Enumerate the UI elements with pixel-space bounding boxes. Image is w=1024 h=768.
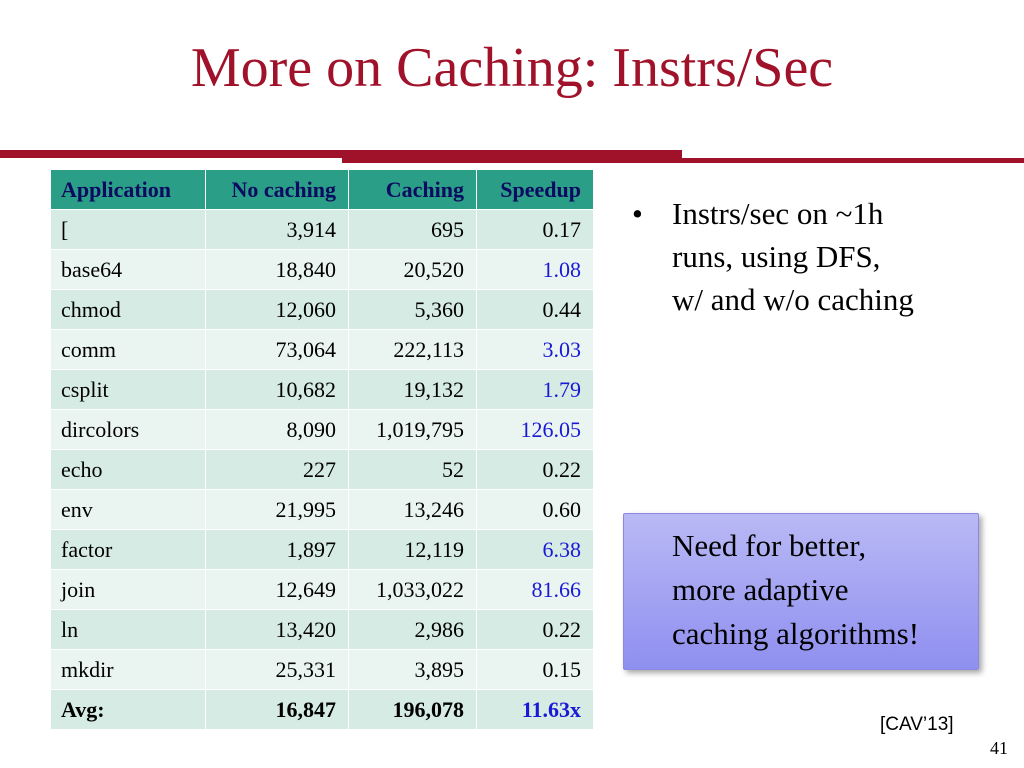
cell-speedup: 0.15 — [477, 650, 594, 690]
table-row — [51, 650, 594, 690]
callout-line: caching algorithms! — [672, 616, 920, 651]
cell-no-caching: 12,060 — [206, 290, 349, 330]
cell-no-caching: 25,331 — [206, 650, 349, 690]
table-row — [51, 250, 594, 290]
callout-line: Need for better, — [672, 528, 867, 563]
cell-application: env — [51, 490, 206, 530]
slide-title: More on Caching: Instrs/Sec — [190, 37, 834, 99]
cell-caching: 2,986 — [349, 610, 477, 650]
cell-caching: 12,119 — [349, 530, 477, 570]
bullet-line: runs, using DFS, — [672, 239, 881, 274]
table-row — [51, 570, 594, 610]
cell-application: [ — [51, 210, 206, 250]
title-divider-thick — [0, 150, 682, 158]
bullet-line: Instrs/sec on ~1h — [672, 196, 884, 231]
cell-speedup: 81.66 — [477, 570, 594, 610]
table-row — [51, 530, 594, 570]
cell-no-caching: 18,840 — [206, 250, 349, 290]
title-divider-thin — [342, 158, 1024, 163]
cell-no-caching: 12,649 — [206, 570, 349, 610]
header-speedup: Speedup — [477, 170, 594, 210]
cell-application: join — [51, 570, 206, 610]
table-row — [51, 450, 594, 490]
cell-caching: 13,246 — [349, 490, 477, 530]
table-header-row — [51, 170, 594, 210]
cell-application: mkdir — [51, 650, 206, 690]
bullet-dot-icon: • — [632, 196, 643, 231]
table-row — [51, 290, 594, 330]
cell-speedup: 11.63x — [477, 690, 594, 730]
cell-speedup: 6.38 — [477, 530, 594, 570]
table-row — [51, 490, 594, 530]
cell-application: dircolors — [51, 410, 206, 450]
cell-speedup: 0.44 — [477, 290, 594, 330]
cell-application: comm — [51, 330, 206, 370]
cell-no-caching: 1,897 — [206, 530, 349, 570]
callout-line: more adaptive — [672, 572, 849, 607]
callout-box — [623, 513, 979, 670]
cell-no-caching: 8,090 — [206, 410, 349, 450]
cell-application: chmod — [51, 290, 206, 330]
cell-speedup: 3.03 — [477, 330, 594, 370]
cell-speedup: 126.05 — [477, 410, 594, 450]
cell-caching: 19,132 — [349, 370, 477, 410]
cell-caching: 196,078 — [349, 690, 477, 730]
citation: [CAV’13] — [880, 714, 954, 735]
bullet-line: w/ and w/o caching — [672, 282, 914, 317]
cell-no-caching: 16,847 — [206, 690, 349, 730]
instrs-per-sec-table — [50, 169, 594, 730]
cell-caching: 222,113 — [349, 330, 477, 370]
cell-application: csplit — [51, 370, 206, 410]
table-row — [51, 410, 594, 450]
cell-speedup: 1.79 — [477, 370, 594, 410]
table-row — [51, 610, 594, 650]
cell-application: base64 — [51, 250, 206, 290]
cell-application: Avg: — [51, 690, 206, 730]
cell-caching: 20,520 — [349, 250, 477, 290]
bullet-item — [632, 192, 1002, 321]
cell-speedup: 0.22 — [477, 450, 594, 490]
cell-application: echo — [51, 450, 206, 490]
cell-no-caching: 21,995 — [206, 490, 349, 530]
cell-caching: 5,360 — [349, 290, 477, 330]
cell-speedup: 0.22 — [477, 610, 594, 650]
header-no-caching: No caching — [206, 170, 349, 210]
cell-caching: 52 — [349, 450, 477, 490]
bullet-list — [632, 192, 1002, 321]
table-row — [51, 370, 594, 410]
table-row — [51, 330, 594, 370]
table-avg-row — [51, 690, 594, 730]
cell-no-caching: 13,420 — [206, 610, 349, 650]
cell-application: ln — [51, 610, 206, 650]
header-caching: Caching — [349, 170, 477, 210]
cell-speedup: 0.60 — [477, 490, 594, 530]
cell-speedup: 1.08 — [477, 250, 594, 290]
cell-no-caching: 10,682 — [206, 370, 349, 410]
cell-caching: 1,019,795 — [349, 410, 477, 450]
cell-caching: 695 — [349, 210, 477, 250]
header-application: Application — [51, 170, 206, 210]
page-number: 41 — [990, 738, 1008, 758]
cell-no-caching: 3,914 — [206, 210, 349, 250]
cell-speedup: 0.17 — [477, 210, 594, 250]
cell-caching: 3,895 — [349, 650, 477, 690]
cell-caching: 1,033,022 — [349, 570, 477, 610]
cell-no-caching: 73,064 — [206, 330, 349, 370]
table-row — [51, 210, 594, 250]
cell-application: factor — [51, 530, 206, 570]
cell-no-caching: 227 — [206, 450, 349, 490]
table-body — [51, 210, 594, 730]
